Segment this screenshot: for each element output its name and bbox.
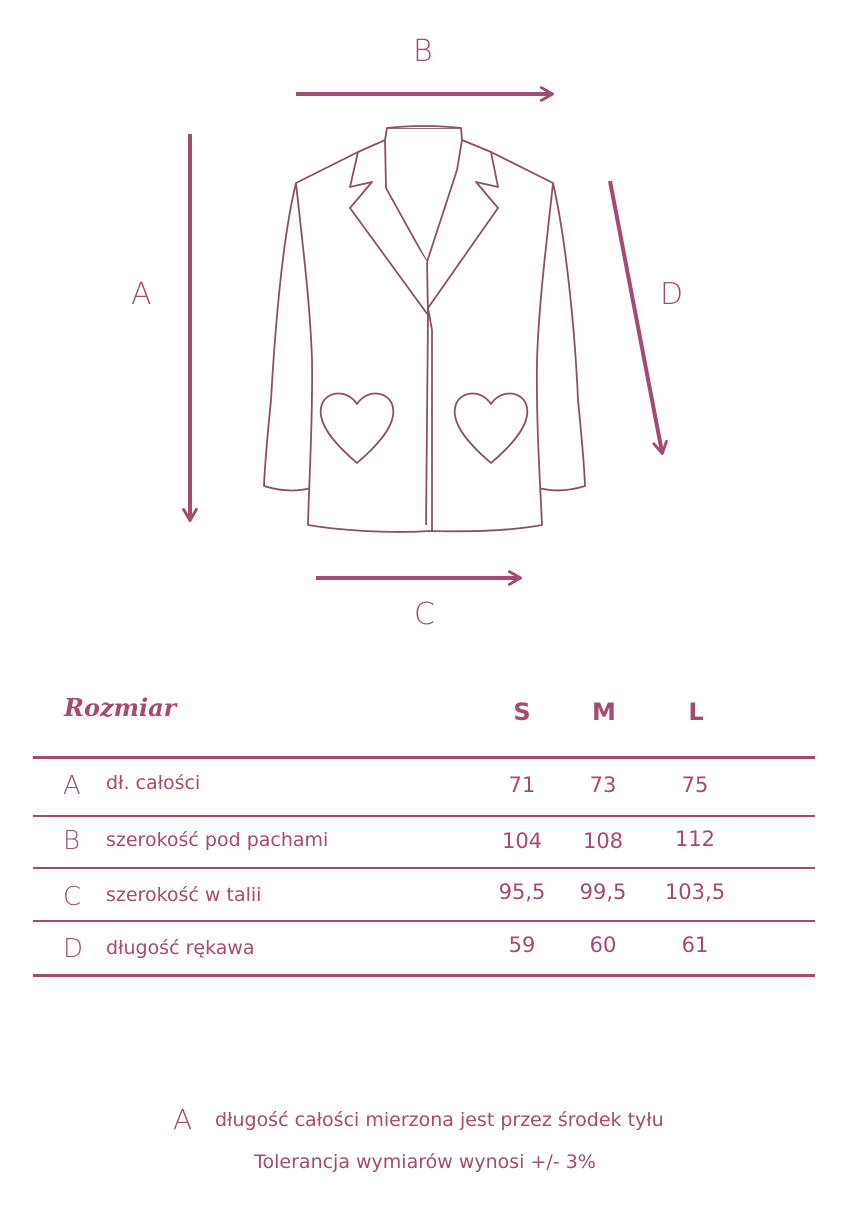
cell-l: 112 <box>674 827 716 851</box>
cell-s: 104 <box>501 829 543 853</box>
cell-l: 103,5 <box>664 880 726 904</box>
cell-s: 71 <box>508 773 536 797</box>
row-label: długość rękawa <box>106 937 255 959</box>
row-letter: D <box>63 934 84 964</box>
table-top-rule <box>33 756 815 759</box>
dimension-label-d: D <box>660 277 684 312</box>
note-letter: A <box>173 1103 193 1136</box>
row-letter: A <box>63 771 81 801</box>
row-letter: B <box>63 826 81 856</box>
note-measurement: długość całości mierzona jest przez środek tyłu <box>215 1109 664 1131</box>
row-divider <box>33 815 815 817</box>
arrow-d <box>610 181 662 452</box>
table-bottom-rule <box>33 974 815 977</box>
note-tolerance: Tolerancja wymiarów wynosi +/- 3% <box>254 1151 596 1173</box>
cell-l: 61 <box>681 933 709 957</box>
row-divider <box>33 920 815 922</box>
cell-m: 60 <box>589 933 617 957</box>
dimension-label-c: C <box>414 597 435 632</box>
cell-m: 108 <box>582 829 624 853</box>
cell-s: 95,5 <box>498 880 546 904</box>
size-header-l: L <box>688 698 704 726</box>
row-label: dł. całości <box>106 772 201 794</box>
size-header-m: M <box>592 698 616 726</box>
dimension-label-a: A <box>131 277 152 312</box>
row-label: szerokość w talii <box>106 884 262 906</box>
cell-m: 99,5 <box>579 880 627 904</box>
row-letter: C <box>63 882 82 912</box>
row-divider <box>33 867 815 869</box>
size-header-s: S <box>513 698 531 726</box>
row-label: szerokość pod pachami <box>106 829 329 851</box>
cell-l: 75 <box>681 773 709 797</box>
cell-m: 73 <box>589 773 617 797</box>
cell-s: 59 <box>508 933 536 957</box>
table-title: Rozmiar <box>64 693 177 722</box>
jacket-outline <box>264 126 585 532</box>
dimension-label-b: B <box>413 34 433 69</box>
